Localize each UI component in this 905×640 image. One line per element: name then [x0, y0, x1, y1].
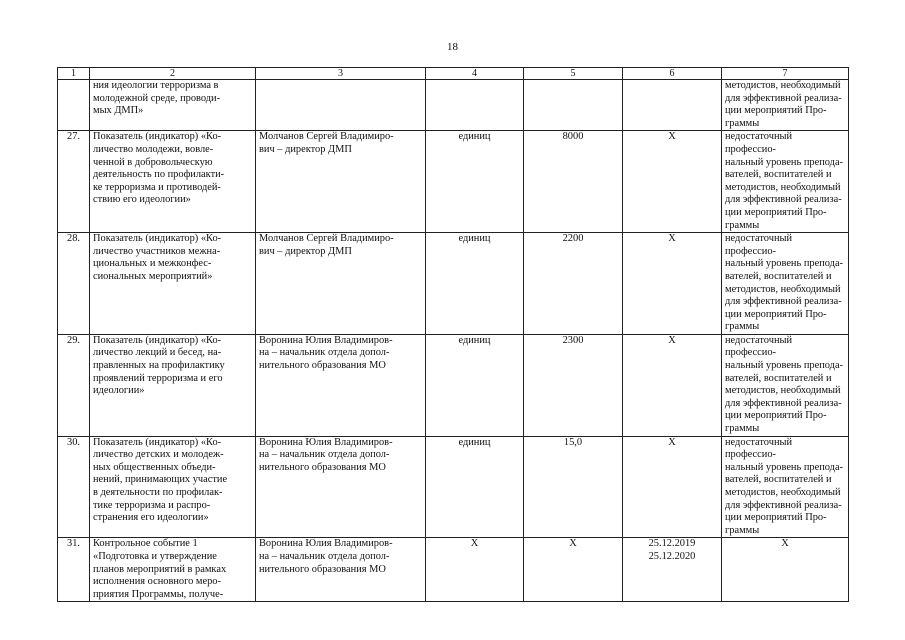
- table-row: [58, 436, 849, 538]
- value-cell: 15,0: [524, 436, 623, 538]
- column-number: 1: [58, 68, 90, 80]
- column-number: 5: [524, 68, 623, 80]
- unit-cell: единиц: [426, 131, 524, 233]
- date-cell: [623, 131, 722, 233]
- row-number: [58, 80, 90, 131]
- program-table: [57, 67, 849, 602]
- date-cell: [623, 233, 722, 335]
- row-number: 30.: [58, 436, 90, 538]
- value-cell: [524, 80, 623, 131]
- column-number: 2: [90, 68, 256, 80]
- responsible-cell: Воронина Юлия Владимиров- на – начальник отдела допол- нительного образования МО: [256, 436, 426, 538]
- indicator-cell: ния идеологии терроризма в молодежной среде, проводи- мых ДМП»: [90, 80, 256, 131]
- column-number: 6: [623, 68, 722, 80]
- page-number: 18: [447, 41, 458, 53]
- date-cell: [623, 436, 722, 538]
- row-number: 31.: [58, 538, 90, 602]
- value-cell: 8000: [524, 131, 623, 233]
- value-cell: Х: [524, 538, 623, 602]
- row-number: 29.: [58, 334, 90, 436]
- unit-cell: единиц: [426, 436, 524, 538]
- table-row: [58, 131, 849, 233]
- date-value: 25.12.2020: [648, 550, 696, 562]
- risk-cell: недостаточный профессио- нальный уровень препода- вателей, воспитателей и методистов, необходимый для эффективной реализа- ции мероприятий Про- граммы: [722, 233, 849, 335]
- indicator-cell: Контрольное событие 1 «Подготовка и утверждение планов мероприятий в рамках исполнения основного меро- приятия Программы, получе-: [90, 538, 256, 602]
- row-number: 27.: [58, 131, 90, 233]
- unit-cell: единиц: [426, 334, 524, 436]
- table-row: [58, 233, 849, 335]
- unit-cell: единиц: [426, 233, 524, 335]
- responsible-cell: Молчанов Сергей Владимиро- вич – директор ДМП: [256, 233, 426, 335]
- value-cell: 2200: [524, 233, 623, 335]
- table-row: [58, 80, 849, 131]
- date-value: Х: [668, 334, 676, 346]
- unit-cell: [426, 80, 524, 131]
- risk-cell: недостаточный профессио- нальный уровень препода- вателей, воспитателей и методистов, необходимый для эффективной реализа- ции мероприятий Про- граммы: [722, 436, 849, 538]
- date-cell: [623, 80, 722, 131]
- responsible-cell: Воронина Юлия Владимиров- на – начальник отдела допол- нительного образования МО: [256, 538, 426, 602]
- date-value: 25.12.2019: [648, 538, 696, 550]
- table-row: [58, 334, 849, 436]
- table-row: [58, 538, 849, 602]
- indicator-cell: Показатель (индикатор) «Ко- личество молодежи, вовле- ченной в добровольческую деятельность по профилакти- ке терроризма и противодей- ствию его идеологии»: [90, 131, 256, 233]
- risk-cell: методистов, необходимый для эффективной реализа- ции мероприятий Про- граммы: [722, 80, 849, 131]
- indicator-cell: Показатель (индикатор) «Ко- личество детских и молодеж- ных общественных объеди- нений, принимающих участие в деятельности по профилак- тике терроризма и распро- странения его идеологии»: [90, 436, 256, 538]
- date-cell: [623, 538, 722, 602]
- column-number: 7: [722, 68, 849, 80]
- risk-cell: недостаточный профессио- нальный уровень препода- вателей, воспитателей и методистов, необходимый для эффективной реализа- ции мероприятий Про- граммы: [722, 334, 849, 436]
- value-cell: 2300: [524, 334, 623, 436]
- date-cell: [623, 334, 722, 436]
- responsible-cell: Молчанов Сергей Владимиро- вич – директор ДМП: [256, 131, 426, 233]
- responsible-cell: Воронина Юлия Владимиров- на – начальник отдела допол- нительного образования МО: [256, 334, 426, 436]
- column-number: 4: [426, 68, 524, 80]
- date-value: Х: [668, 436, 676, 448]
- indicator-cell: Показатель (индикатор) «Ко- личество лекций и бесед, на- правленных на профилактику проявлений терроризма и его идеологии»: [90, 334, 256, 436]
- row-number: 28.: [58, 233, 90, 335]
- column-number: 3: [256, 68, 426, 80]
- indicator-cell: Показатель (индикатор) «Ко- личество участников межна- циональных и межконфес- сиональных мероприятий»: [90, 233, 256, 335]
- risk-cell: Х: [722, 538, 849, 602]
- column-number-row: [58, 68, 849, 80]
- unit-cell: Х: [426, 538, 524, 602]
- date-value: Х: [668, 131, 676, 143]
- date-value: Х: [668, 233, 676, 245]
- risk-cell: недостаточный профессио- нальный уровень препода- вателей, воспитателей и методистов, необходимый для эффективной реализа- ции мероприятий Про- граммы: [722, 131, 849, 233]
- responsible-cell: [256, 80, 426, 131]
